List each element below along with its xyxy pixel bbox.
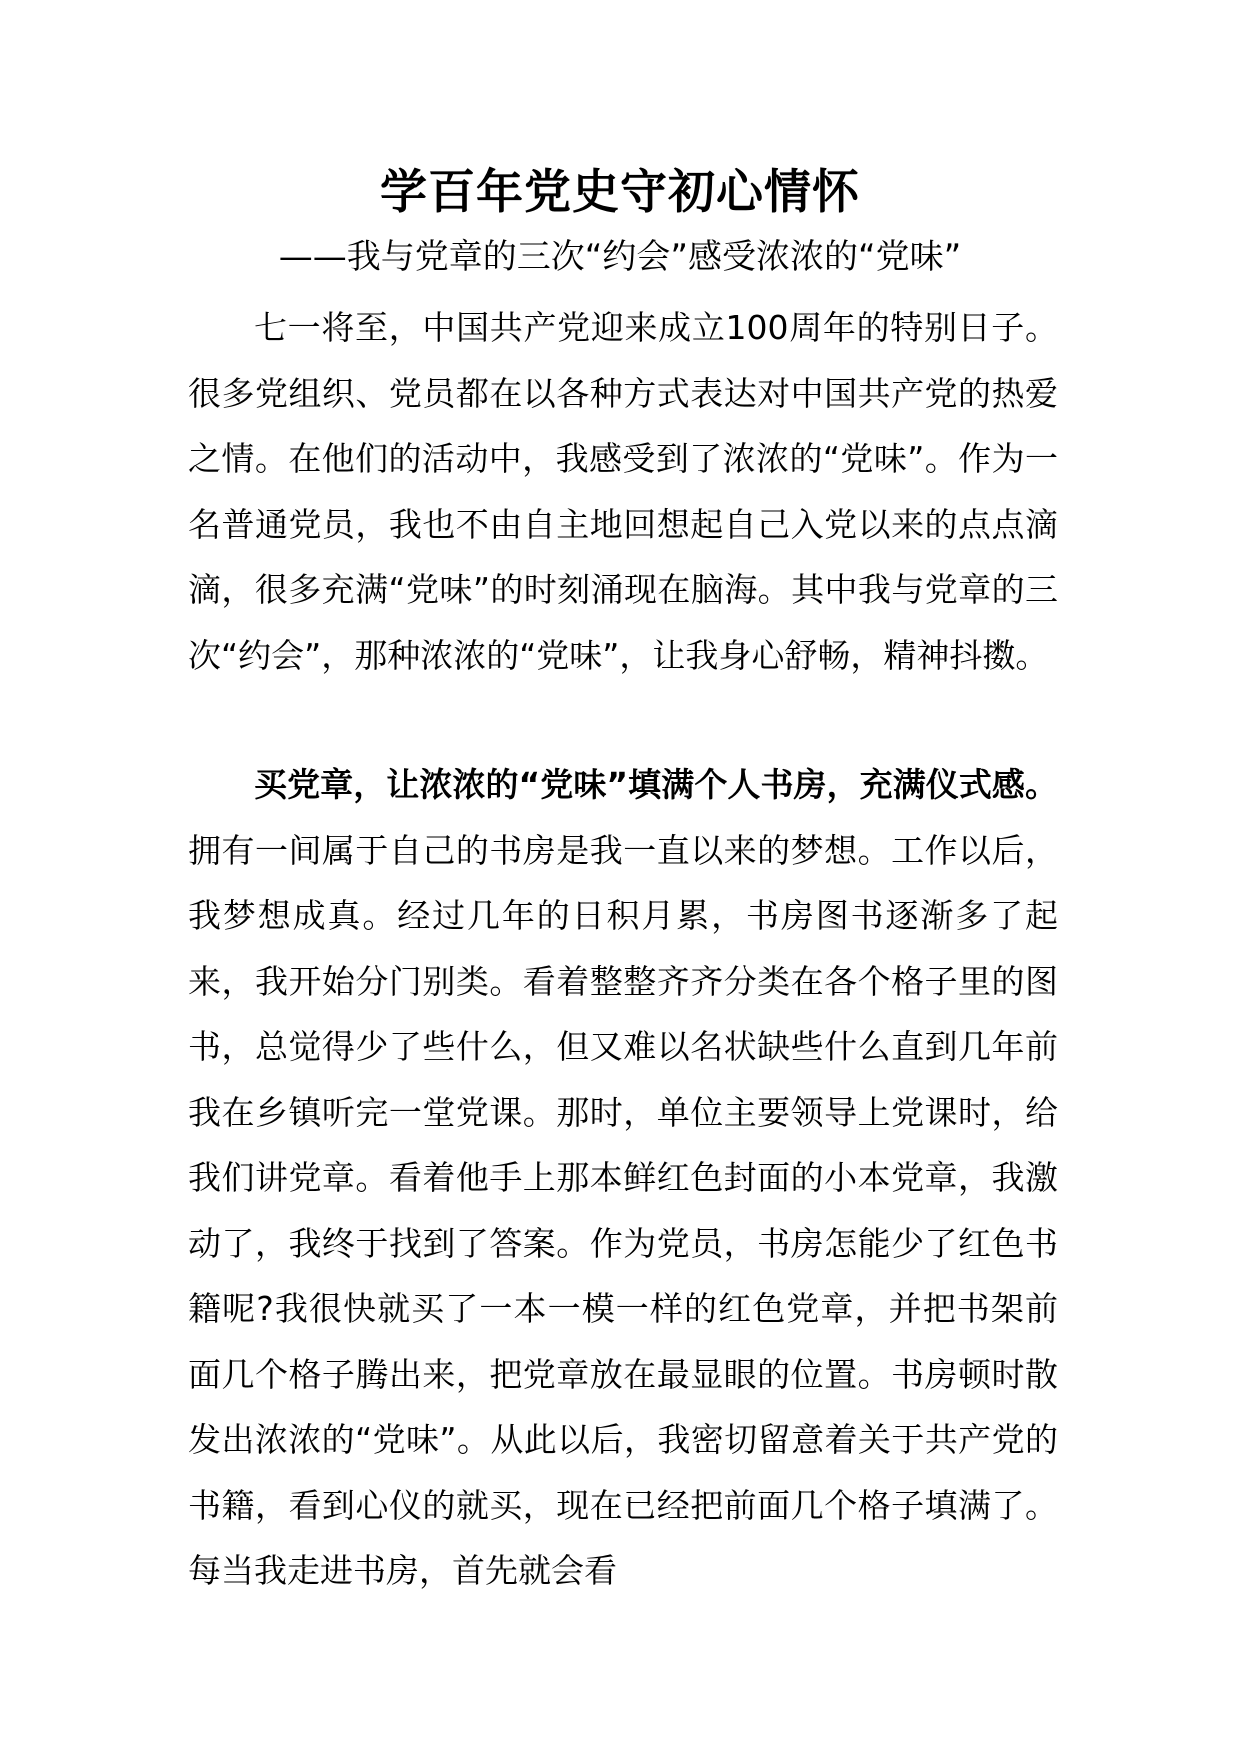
paragraph-lead-heading: 买党章，让浓浓的“党味”填满个人书房，充满仪式感。: [254, 765, 1058, 804]
document-subtitle: ——我与党章的三次“约会”感受浓浓的“党味”: [278, 237, 962, 277]
paragraph-body-text: 拥有一间属于自己的书房是我一直以来的梦想。工作以后，我梦想成真。经过几年的日积月累，书房图书逐渐多了起来，我开始分门别类。看着整整齐齐分类在各个格子里的图书，总觉得少了些什么，但又难以名状缺些什么直到几年前我在乡镇听完一堂党课。那时，单位主要领导上党课时，给我们讲党章。看着他手上那本鲜红色封面的小本党章，我激动了，我终于找到了答案。作为党员，书房怎能少了红色书籍呢?我很快就买了一本一模一样的红色党章，并把书架前面几个格子腾出来，把党章放在最显眼的位置。书房顿时散发出浓浓的“党味”。从此以后，我密切留意着关于共产党的书籍，看到心仪的就买，现在已经把前面几个格子填满了。每当我走进书房，首先就会看: [188, 830, 1058, 1590]
body-paragraph: [188, 752, 1058, 1604]
document-title: 学百年党史守初心情怀: [380, 165, 860, 220]
body-paragraph: 七一将至，中国共产党迎来成立100周年的特别日子。很多党组织、党员都在以各种方式表达对中国共产党的热爱之情。在他们的活动中，我感受到了浓浓的“党味”。作为一名普通党员，我也不由自主地回想起自己入党以来的点点滴滴，很多充满“党味”的时刻涌现在脑海。其中我与党章的三次“约会”，那种浓浓的“党味”，让我身心舒畅，精神抖擞。: [188, 308, 1058, 675]
